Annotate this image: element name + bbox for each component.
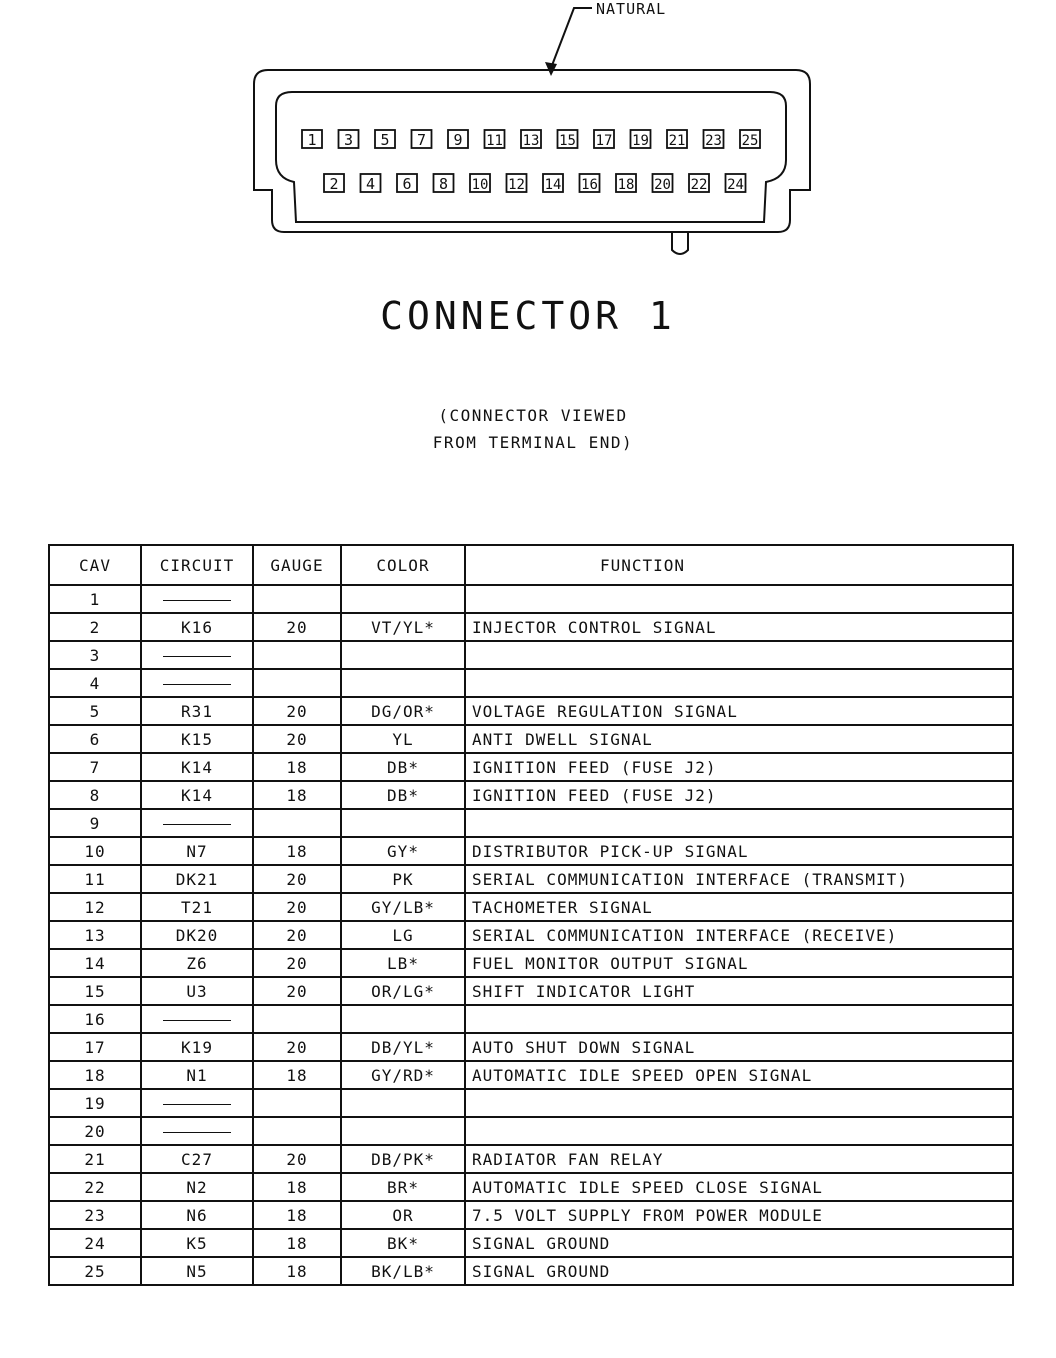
function-cell: SIGNAL GROUND <box>465 1257 1013 1285</box>
cav-cell: 17 <box>49 1033 141 1061</box>
circuit-cell: N6 <box>141 1201 253 1229</box>
gauge-cell: 20 <box>253 697 341 725</box>
table-row <box>49 781 1013 809</box>
color-cell: OR/LG* <box>341 977 465 1005</box>
pin-number: 3 <box>343 131 354 149</box>
cav-cell: 14 <box>49 949 141 977</box>
circuit-cell <box>141 1089 253 1117</box>
cav-cell: 24 <box>49 1229 141 1257</box>
unused-circuit-dash <box>163 824 231 825</box>
function-cell <box>465 641 1013 669</box>
function-cell: INJECTOR CONTROL SIGNAL <box>465 613 1013 641</box>
gauge-cell: 20 <box>253 893 341 921</box>
pin-number: 18 <box>617 177 635 193</box>
function-cell: SIGNAL GROUND <box>465 1229 1013 1257</box>
header-function: FUNCTION <box>465 545 1013 585</box>
function-cell <box>465 1089 1013 1117</box>
circuit-cell: R31 <box>141 697 253 725</box>
circuit-cell <box>141 641 253 669</box>
cav-cell: 6 <box>49 725 141 753</box>
pin-number: 14 <box>544 177 562 193</box>
gauge-cell: 18 <box>253 1229 341 1257</box>
table-row <box>49 1229 1013 1257</box>
color-cell: PK <box>341 865 465 893</box>
color-cell <box>341 641 465 669</box>
gauge-cell: 18 <box>253 1061 341 1089</box>
gauge-cell: 20 <box>253 921 341 949</box>
table-row <box>49 1145 1013 1173</box>
pin-cavity <box>740 130 760 149</box>
pin-cavity <box>470 174 490 193</box>
table-row <box>49 753 1013 781</box>
color-cell: GY/RD* <box>341 1061 465 1089</box>
cav-cell: 18 <box>49 1061 141 1089</box>
table-row <box>49 837 1013 865</box>
natural-pointer-arrow <box>545 8 592 76</box>
pin-number: 12 <box>508 177 525 193</box>
function-cell: TACHOMETER SIGNAL <box>465 893 1013 921</box>
pin-cavity <box>302 130 322 149</box>
pin-cavity <box>361 174 381 193</box>
cav-cell: 15 <box>49 977 141 1005</box>
pin-cavity <box>397 174 417 193</box>
color-cell <box>341 809 465 837</box>
circuit-cell <box>141 809 253 837</box>
table-row <box>49 613 1013 641</box>
function-cell <box>465 1005 1013 1033</box>
color-cell: VT/YL* <box>341 613 465 641</box>
cav-cell: 19 <box>49 1089 141 1117</box>
gauge-cell: 18 <box>253 1201 341 1229</box>
gauge-cell <box>253 641 341 669</box>
color-cell: BK* <box>341 1229 465 1257</box>
pin-cavity <box>558 130 578 149</box>
color-cell: BK/LB* <box>341 1257 465 1285</box>
pin-number: 25 <box>741 133 759 149</box>
cav-cell: 9 <box>49 809 141 837</box>
gauge-cell: 20 <box>253 613 341 641</box>
pin-number: 21 <box>668 133 686 149</box>
table-row <box>49 1173 1013 1201</box>
cav-cell: 4 <box>49 669 141 697</box>
pin-cavity <box>543 174 563 193</box>
cav-cell: 22 <box>49 1173 141 1201</box>
function-cell: 7.5 VOLT SUPPLY FROM POWER MODULE <box>465 1201 1013 1229</box>
pin-cavity <box>521 130 541 149</box>
pin-cavity <box>507 174 527 193</box>
connector-latch-tab <box>672 232 688 254</box>
gauge-cell <box>253 809 341 837</box>
pin-cavity <box>580 174 600 193</box>
circuit-cell: T21 <box>141 893 253 921</box>
pin-cavity <box>375 130 395 149</box>
table-row <box>49 669 1013 697</box>
color-cell: DB/YL* <box>341 1033 465 1061</box>
gauge-cell: 20 <box>253 1033 341 1061</box>
pin-cavity <box>704 130 724 149</box>
pin-number: 4 <box>365 175 376 193</box>
connector-diagram <box>0 0 1056 290</box>
unused-circuit-dash <box>163 1104 231 1105</box>
circuit-cell: K15 <box>141 725 253 753</box>
pin-number: 24 <box>727 177 744 193</box>
cav-cell: 5 <box>49 697 141 725</box>
unused-circuit-dash <box>163 1020 231 1021</box>
pin-number: 20 <box>654 177 671 193</box>
circuit-cell: C27 <box>141 1145 253 1173</box>
table-row <box>49 921 1013 949</box>
function-cell: DISTRIBUTOR PICK-UP SIGNAL <box>465 837 1013 865</box>
pin-number: 6 <box>402 175 412 193</box>
circuit-cell <box>141 1117 253 1145</box>
function-cell: SERIAL COMMUNICATION INTERFACE (TRANSMIT) <box>465 865 1013 893</box>
color-cell <box>341 585 465 613</box>
cav-cell: 8 <box>49 781 141 809</box>
connector-housing-outer <box>254 70 810 232</box>
gauge-cell: 20 <box>253 977 341 1005</box>
function-cell: IGNITION FEED (FUSE J2) <box>465 781 1013 809</box>
function-cell <box>465 809 1013 837</box>
cav-cell: 25 <box>49 1257 141 1285</box>
table-row <box>49 893 1013 921</box>
gauge-cell: 18 <box>253 1173 341 1201</box>
pin-cavity <box>485 130 505 149</box>
circuit-cell: DK21 <box>141 865 253 893</box>
function-cell: AUTO SHUT DOWN SIGNAL <box>465 1033 1013 1061</box>
pin-number: 16 <box>581 177 598 193</box>
pin-number: 5 <box>380 131 390 149</box>
circuit-cell: K5 <box>141 1229 253 1257</box>
pin-number: 10 <box>471 177 489 193</box>
cav-cell: 23 <box>49 1201 141 1229</box>
gauge-cell: 20 <box>253 949 341 977</box>
table-row <box>49 809 1013 837</box>
pin-cavity <box>448 130 468 149</box>
circuit-cell: N7 <box>141 837 253 865</box>
header-color: COLOR <box>341 545 465 585</box>
color-cell: LB* <box>341 949 465 977</box>
view-note-line-1: (CONNECTOR VIEWED <box>438 406 628 425</box>
cav-cell: 2 <box>49 613 141 641</box>
table-row <box>49 1257 1013 1285</box>
color-cell: GY/LB* <box>341 893 465 921</box>
color-cell: DB* <box>341 753 465 781</box>
color-cell: GY* <box>341 837 465 865</box>
table-row <box>49 1201 1013 1229</box>
pin-cavity <box>594 130 614 149</box>
pin-cavity <box>667 130 687 149</box>
function-cell: AUTOMATIC IDLE SPEED CLOSE SIGNAL <box>465 1173 1013 1201</box>
table-row <box>49 1089 1013 1117</box>
gauge-cell: 20 <box>253 865 341 893</box>
color-cell: LG <box>341 921 465 949</box>
circuit-cell <box>141 585 253 613</box>
header-circuit: CIRCUIT <box>141 545 253 585</box>
cav-cell: 7 <box>49 753 141 781</box>
table-row <box>49 949 1013 977</box>
color-cell <box>341 1117 465 1145</box>
color-cell <box>341 1005 465 1033</box>
circuit-cell: N5 <box>141 1257 253 1285</box>
circuit-cell: N1 <box>141 1061 253 1089</box>
cav-cell: 12 <box>49 893 141 921</box>
gauge-cell <box>253 1005 341 1033</box>
pin-number: 9 <box>453 131 463 149</box>
function-cell: SHIFT INDICATOR LIGHT <box>465 977 1013 1005</box>
table-row <box>49 641 1013 669</box>
color-cell: DB* <box>341 781 465 809</box>
gauge-cell <box>253 585 341 613</box>
circuit-cell: N2 <box>141 1173 253 1201</box>
pin-cavity <box>631 130 651 149</box>
pin-cavity <box>689 174 709 193</box>
pin-cavity <box>653 174 673 193</box>
table-row <box>49 697 1013 725</box>
color-cell: OR <box>341 1201 465 1229</box>
view-note <box>0 402 1056 456</box>
header-gauge: GAUGE <box>253 545 341 585</box>
cav-cell: 3 <box>49 641 141 669</box>
table-body <box>49 585 1013 1285</box>
pin-number: 8 <box>438 175 449 193</box>
circuit-cell: Z6 <box>141 949 253 977</box>
table-row <box>49 977 1013 1005</box>
table-row <box>49 585 1013 613</box>
pin-number: 17 <box>595 133 613 149</box>
unused-circuit-dash <box>163 600 231 601</box>
circuit-cell: U3 <box>141 977 253 1005</box>
function-cell: ANTI DWELL SIGNAL <box>465 725 1013 753</box>
pinout-table <box>48 544 1014 1286</box>
table-row <box>49 1117 1013 1145</box>
color-cell: BR* <box>341 1173 465 1201</box>
gauge-cell: 18 <box>253 753 341 781</box>
color-cell <box>341 1089 465 1117</box>
gauge-cell: 18 <box>253 781 341 809</box>
function-cell: IGNITION FEED (FUSE J2) <box>465 753 1013 781</box>
cav-cell: 21 <box>49 1145 141 1173</box>
function-cell: SERIAL COMMUNICATION INTERFACE (RECEIVE) <box>465 921 1013 949</box>
table-row <box>49 725 1013 753</box>
circuit-cell: K14 <box>141 753 253 781</box>
pin-number: 15 <box>559 133 576 149</box>
page-title: CONNECTOR 1 <box>380 294 676 338</box>
table-row <box>49 1033 1013 1061</box>
color-cell <box>341 669 465 697</box>
function-cell <box>465 669 1013 697</box>
cav-cell: 11 <box>49 865 141 893</box>
gauge-cell <box>253 669 341 697</box>
unused-circuit-dash <box>163 684 231 685</box>
table-header-row <box>49 545 1013 585</box>
view-note-line-2: FROM TERMINAL END) <box>432 433 634 452</box>
table-row <box>49 1005 1013 1033</box>
cav-cell: 16 <box>49 1005 141 1033</box>
circuit-cell: K19 <box>141 1033 253 1061</box>
function-cell: AUTOMATIC IDLE SPEED OPEN SIGNAL <box>465 1061 1013 1089</box>
pin-cavity <box>339 130 359 149</box>
circuit-cell: K14 <box>141 781 253 809</box>
pin-number: 7 <box>416 131 427 149</box>
color-cell: YL <box>341 725 465 753</box>
function-cell: VOLTAGE REGULATION SIGNAL <box>465 697 1013 725</box>
natural-label: NATURAL <box>596 0 667 18</box>
pin-cavity <box>726 174 746 193</box>
pin-cavity <box>324 174 344 193</box>
connector-housing-inner <box>276 92 786 222</box>
gauge-cell: 20 <box>253 725 341 753</box>
cav-cell: 1 <box>49 585 141 613</box>
pin-number: 13 <box>522 133 540 149</box>
function-cell <box>465 585 1013 613</box>
function-cell: RADIATOR FAN RELAY <box>465 1145 1013 1173</box>
unused-circuit-dash <box>163 656 231 657</box>
circuit-cell <box>141 1005 253 1033</box>
color-cell: DB/PK* <box>341 1145 465 1173</box>
color-cell: DG/OR* <box>341 697 465 725</box>
table-row <box>49 1061 1013 1089</box>
circuit-cell <box>141 669 253 697</box>
pin-number: 19 <box>632 133 649 149</box>
gauge-cell <box>253 1089 341 1117</box>
pin-number: 2 <box>329 175 339 193</box>
gauge-cell: 18 <box>253 1257 341 1285</box>
function-cell: FUEL MONITOR OUTPUT SIGNAL <box>465 949 1013 977</box>
pin-cavity <box>434 174 454 193</box>
pin-number: 23 <box>705 133 722 149</box>
pin-number: 11 <box>486 133 503 149</box>
gauge-cell: 20 <box>253 1145 341 1173</box>
gauge-cell: 18 <box>253 837 341 865</box>
pin-number: 22 <box>690 177 708 193</box>
circuit-cell: K16 <box>141 613 253 641</box>
header-cav: CAV <box>49 545 141 585</box>
cav-cell: 13 <box>49 921 141 949</box>
pin-cavity <box>412 130 432 149</box>
table-row <box>49 865 1013 893</box>
gauge-cell <box>253 1117 341 1145</box>
unused-circuit-dash <box>163 1132 231 1133</box>
circuit-cell: DK20 <box>141 921 253 949</box>
pin-number: 1 <box>307 131 317 149</box>
pin-cavity <box>616 174 636 193</box>
cav-cell: 10 <box>49 837 141 865</box>
cav-cell: 20 <box>49 1117 141 1145</box>
function-cell <box>465 1117 1013 1145</box>
